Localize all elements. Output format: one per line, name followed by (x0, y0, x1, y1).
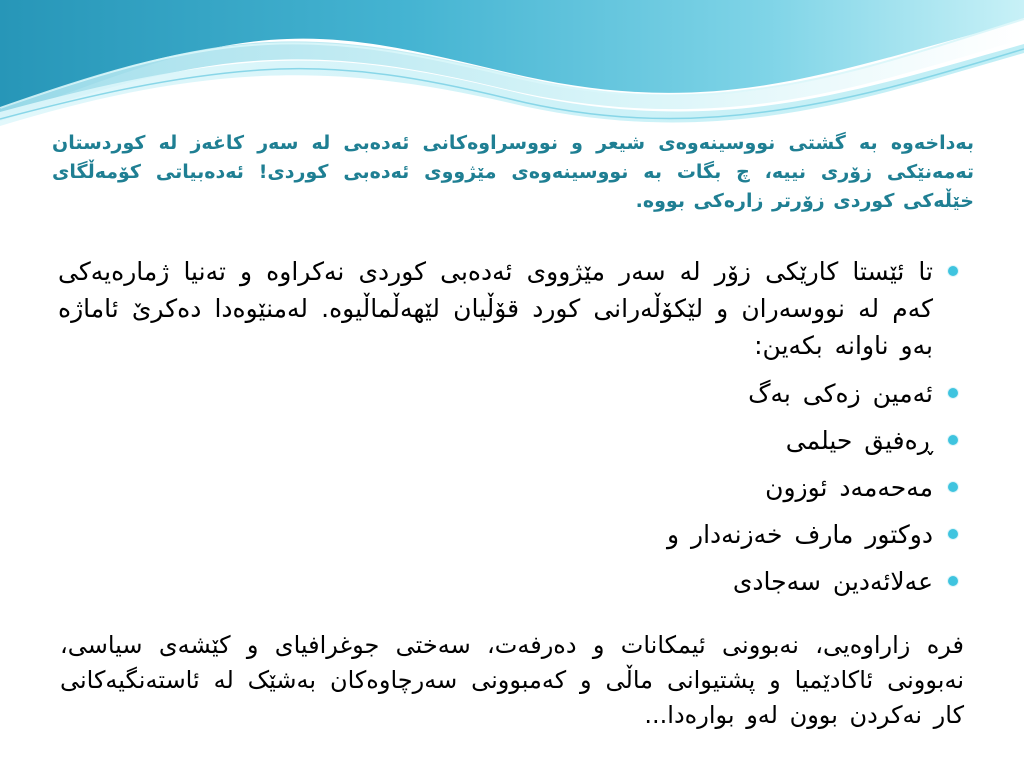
bullet-item (58, 516, 962, 553)
bullet-item (58, 253, 962, 364)
bullet-dot-icon (948, 266, 958, 276)
wave-layer-front (0, 44, 1024, 126)
bullet-item (58, 469, 962, 506)
bullet-dot-icon (948, 576, 958, 586)
bullet-text: ئەمین زەکی بەگ (748, 379, 933, 408)
wave-layer-back (0, 0, 1024, 118)
bullet-dot-icon (948, 482, 958, 492)
wave-line-bottom (0, 49, 1024, 119)
closing-paragraph: فرە زاراوەیی، نەبوونی ئیمکانات و دەرفەت، سەختی جوغرافیای و کێشەی سیاسی، نەبوونی ئاکادێمیا و پشتیوانی ماڵی و کەمبوونی سەرچاوەکان بەشێک لە ئاستەنگیەکانی کار نەکردن بوون لەو بوارەدا... (60, 631, 964, 729)
bullet-item (58, 422, 962, 459)
slide-title: بەداخەوە بە گشتی نووسینەوەی شیعر و نووسراوەکانی ئەدەبی لە سەر کاغەز لە کوردستان تەمەنێکی زۆری نییە، چ بگات بە نووسینەوەی مێژووی ئەدەبی کوردی! ئەدەبیاتی کۆمەڵگای خێڵەکی کوردی زۆرتر زارەکی بووە. (52, 132, 974, 212)
wave-layer-middle (0, 18, 1024, 121)
bullet-item (58, 563, 962, 600)
bullet-text: تا ئێستا کارێکی زۆر لە سەر مێژووی ئەدەبی کوردی نەکراوە و تەنیا ژمارەیەکی کەم لە نووسەران و لێکۆڵەرانی کورد قۆڵیان لێهەڵماڵیوە. لەمنێوەدا دەکرێ ئاماژە بەو ناوانە بکەین: (58, 257, 933, 360)
bullet-text: مەحەمەد ئوزون (765, 473, 933, 502)
bullet-text: دوکتور مارف خەزنەدار و (667, 520, 933, 549)
bullet-dot-icon (948, 388, 958, 398)
bullet-text: عەلائەدین سەجادی (732, 567, 933, 596)
bullet-text: ڕەفیق حیلمی (785, 426, 933, 455)
bullet-dot-icon (948, 435, 958, 445)
bullet-dot-icon (948, 529, 958, 539)
bullet-list (58, 253, 962, 610)
bullet-item (58, 375, 962, 412)
decorative-wave-header (0, 0, 1024, 130)
wave-line-top (0, 19, 1024, 108)
